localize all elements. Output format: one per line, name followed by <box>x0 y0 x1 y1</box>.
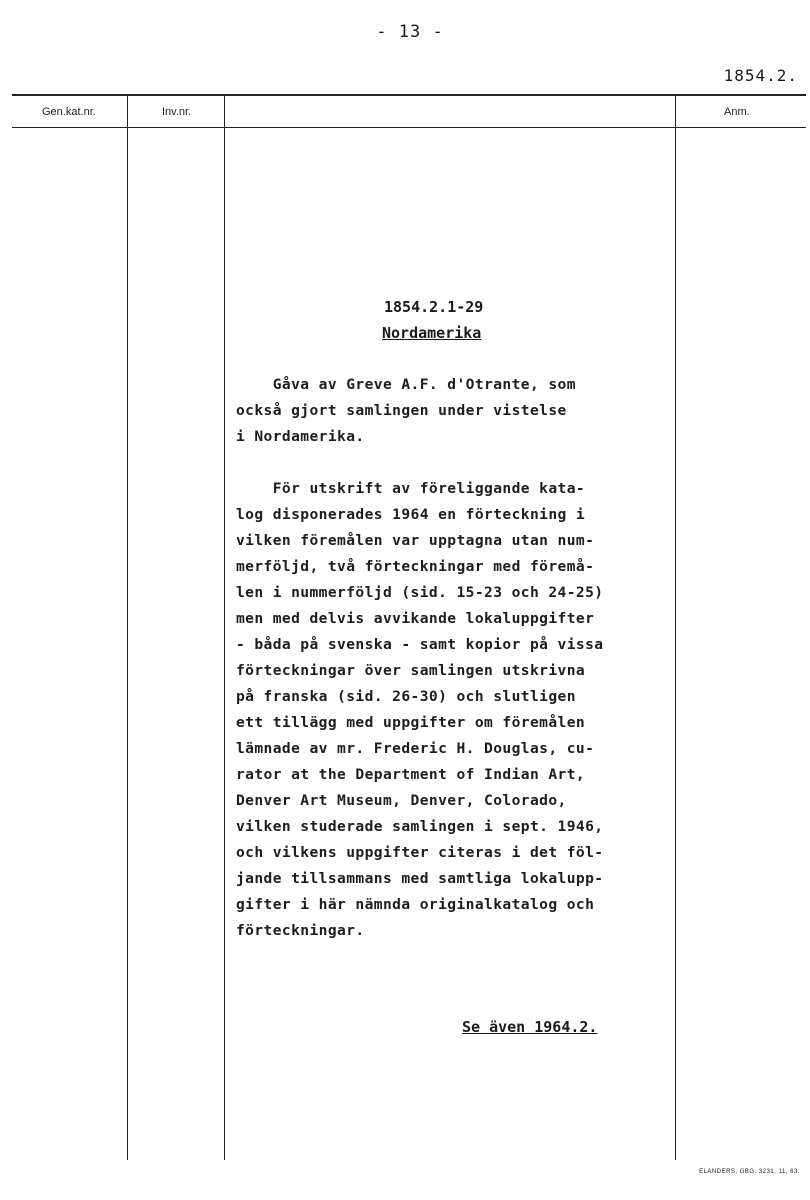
text-line: vilken föremålen var upptagna utan num- <box>236 532 595 549</box>
text-line: gifter i här nämnda originalkatalog och <box>236 896 595 913</box>
text-line: men med delvis avvikande lokaluppgifter <box>236 610 595 627</box>
column-header-anm: Anm. <box>724 106 750 118</box>
text-line: - båda på svenska - samt kopior på vissa <box>236 636 604 653</box>
text-line: på franska (sid. 26-30) och slutligen <box>236 688 576 705</box>
printer-mark: ELANDERS, GBG. 3231, 11, 63. <box>699 1169 800 1175</box>
text-line: jande tillsammans med samtliga lokalupp- <box>236 870 604 887</box>
text-line: vilken studerade samlingen i sept. 1946, <box>236 818 604 835</box>
top-rule <box>12 94 806 96</box>
column-header-inv-nr: Inv.nr. <box>162 106 192 118</box>
column-divider-1 <box>127 94 128 1160</box>
column-divider-2 <box>224 94 225 1160</box>
text-line: förteckningar. <box>236 922 365 939</box>
text-line: och vilkens uppgifter citeras i det föl- <box>236 844 604 861</box>
text-line: också gjort samlingen under vistelse <box>236 402 567 419</box>
text-line: Gåva av Greve A.F. d'Otrante, som <box>236 376 576 393</box>
header-rule <box>12 127 806 128</box>
text-line: i Nordamerika. <box>236 428 365 445</box>
entry-number: 1854.2.1-29 <box>384 298 484 316</box>
column-header-gen-kat-nr: Gen.kat.nr. <box>42 106 96 118</box>
entry-region: Nordamerika <box>382 324 482 342</box>
text-line: För utskrift av föreliggande kata- <box>236 480 586 497</box>
text-line: merföljd, två förteckningar med föremå- <box>236 558 595 575</box>
text-line: lämnade av mr. Frederic H. Douglas, cu- <box>236 740 595 757</box>
page-number: - 13 - <box>376 22 444 42</box>
paragraph-catalog-sources <box>236 476 676 944</box>
see-also-reference: Se även 1964.2. <box>462 1018 598 1036</box>
text-line: Denver Art Museum, Denver, Colorado, <box>236 792 567 809</box>
text-line: förteckningar över samlingen utskrivna <box>236 662 586 679</box>
catalog-reference: 1854.2. <box>723 66 798 85</box>
text-line: len i nummerföljd (sid. 15-23 och 24-25) <box>236 584 604 601</box>
paragraph-donation <box>236 372 676 450</box>
text-line: log disponerades 1964 en förteckning i <box>236 506 586 523</box>
text-line: ett tillägg med uppgifter om föremålen <box>236 714 586 731</box>
text-line: rator at the Department of Indian Art, <box>236 766 586 783</box>
